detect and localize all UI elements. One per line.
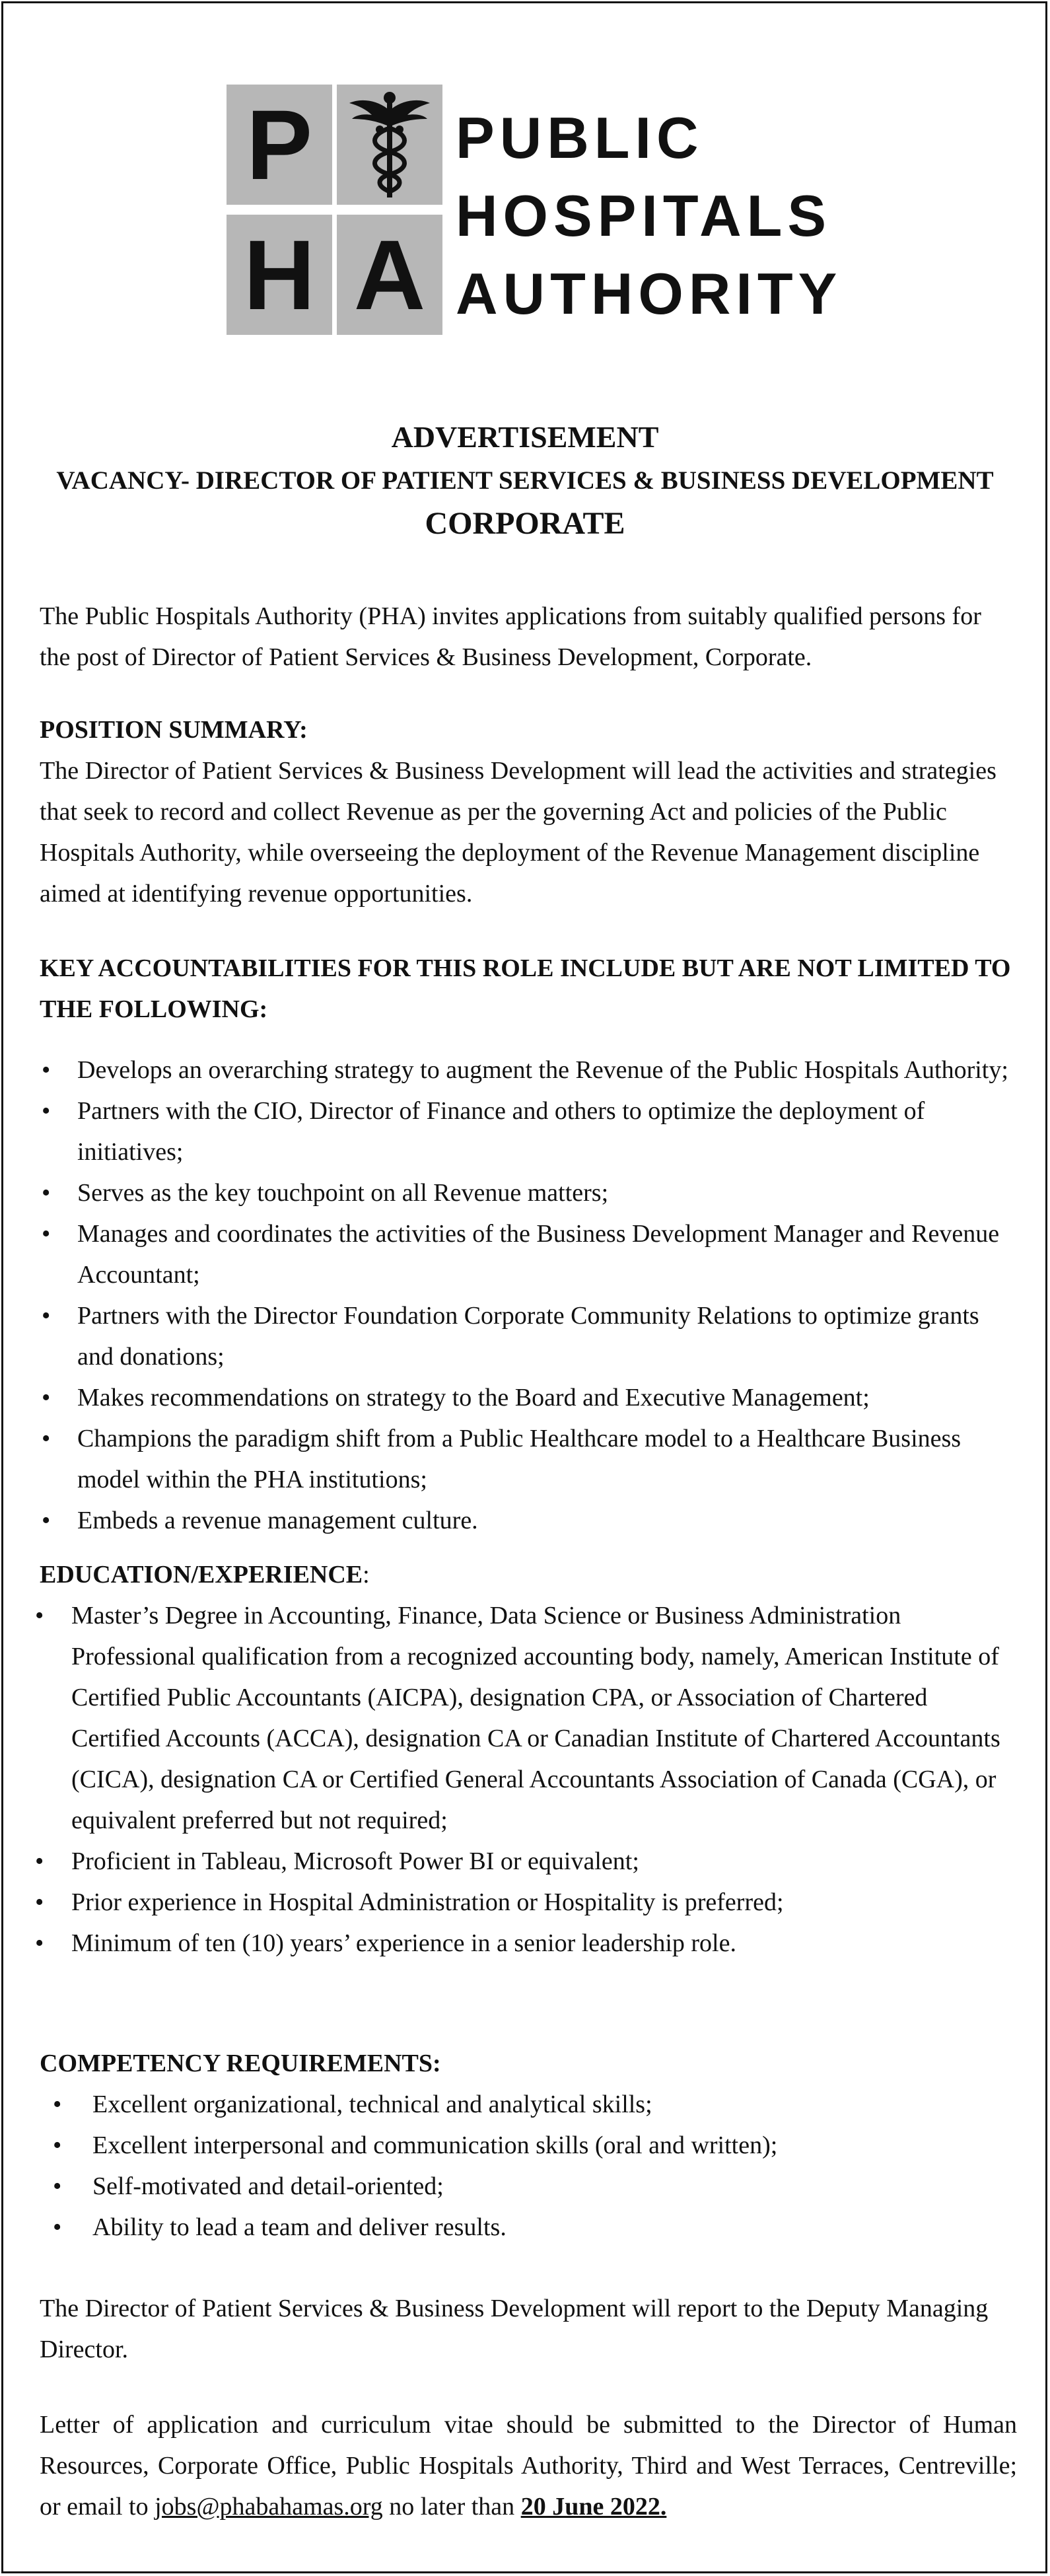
org-name-line-2: HOSPITALS — [456, 183, 832, 248]
department-title: CORPORATE — [425, 506, 625, 541]
logo-letter-p: P — [246, 89, 313, 200]
list-item: • Self-motivated and detail-oriented; — [40, 2166, 1017, 2207]
caduceus-icon — [347, 89, 433, 201]
email-link[interactable]: jobs@phabahamas.org — [155, 2493, 383, 2521]
list-item: • Prior experience in Hospital Administration or Hospitality is preferred; — [42, 1882, 1017, 1923]
application-instructions: Letter of application and curriculum vitae should be submitted to the Director of Human Resources, Corporate Office, Public Hospitals Authority, Third and West Terraces, Centreville; or email to — [40, 2411, 1017, 2521]
advertisement-title: ADVERTISEMENT — [391, 420, 659, 454]
logo-tile-p — [227, 85, 332, 205]
list-item: • Manages and coordinates the activities of the Business Development Manager and Revenue Accountant; — [40, 1213, 1017, 1295]
reporting-text: The Director of Patient Services & Business Development will report to the Deputy Managing Director. — [40, 2295, 989, 2363]
competency-heading: COMPETENCY REQUIREMENTS: — [40, 2050, 441, 2077]
logo-tile-a — [337, 215, 442, 335]
education-heading-colon: : — [363, 1561, 370, 1589]
key-accountabilities-heading: KEY ACCOUNTABILITIES FOR THIS ROLE INCLUDE BUT ARE NOT LIMITED TO THE FOLLOWING: — [40, 954, 1011, 1023]
org-name-line-3: AUTHORITY — [456, 261, 843, 326]
intro-paragraph — [40, 596, 1017, 678]
organization-name — [456, 99, 842, 333]
intro-text: The Public Hospitals Authority (PHA) invites applications from suitably qualified persons for the post of Director of Patient Services & Business Development, Corporate. — [40, 602, 981, 671]
position-summary-section — [40, 709, 1017, 914]
position-summary-text: The Director of Patient Services & Business Development will lead the activities and strategies that seek to record and collect Revenue as per the governing Act and policies of the Public Hospitals Authority, while overseeing the deployment of the Revenue Management discipline aimed at identifying revenue opportunities. — [40, 757, 997, 908]
pha-logo — [227, 85, 843, 343]
list-item: • Champions the paradigm shift from a Public Healthcare model to a Healthcare Business model within the PHA institutions; — [40, 1418, 1017, 1500]
competency-list — [40, 2084, 1017, 2248]
vacancy-title: VACANCY- DIRECTOR OF PATIENT SERVICES & BUSINESS DEVELOPMENT — [56, 466, 994, 495]
list-item: • Excellent interpersonal and communication skills (oral and written); — [40, 2125, 1017, 2166]
education-heading: EDUCATION/EXPERIENCE — [40, 1561, 363, 1589]
key-accountabilities-section — [40, 948, 1017, 1541]
list-item: • Excellent organizational, technical and analytical skills; — [40, 2084, 1017, 2125]
position-summary-heading: POSITION SUMMARY: — [40, 716, 308, 744]
list-item: • Develops an overarching strategy to augment the Revenue of the Public Hospitals Authority; — [40, 1050, 1017, 1091]
list-item: • Makes recommendations on strategy to the Board and Executive Management; — [40, 1377, 1017, 1418]
logo-tile-emblem — [337, 85, 442, 205]
list-item: • Serves as the key touchpoint on all Revenue matters; — [40, 1172, 1017, 1213]
list-item: • Partners with the Director Foundation Corporate Community Relations to optimize grants and donations; — [40, 1295, 1017, 1377]
competency-section — [40, 2043, 1017, 2248]
logo-letter-a: A — [353, 219, 426, 330]
list-item: • Master’s Degree in Accounting, Finance, Data Science or Business Administration Professional qualification from a recognized accounting body, namely, American Institute of Certified Public Accountants (AICPA), designation CPA, or Association of Chartered Certified Accounts (ACCA), designation CA or Canadian Institute of Chartered Accountants (CICA), designation CA or Certified General Accountants Association of Canada (CGA), or equivalent preferred but not required; — [42, 1595, 1017, 1841]
org-name-line-1: PUBLIC — [456, 105, 704, 170]
education-heading-line — [40, 1554, 1017, 1595]
list-item: • Partners with the CIO, Director of Finance and others to optimize the deployment of initiatives; — [40, 1091, 1017, 1172]
key-accountabilities-list — [40, 1050, 1017, 1541]
reporting-paragraph — [40, 2288, 1017, 2370]
list-item: • Ability to lead a team and deliver results. — [40, 2207, 1017, 2248]
application-paragraph — [40, 2404, 1017, 2527]
education-list — [42, 1595, 1017, 1964]
deadline-prefix: no later than — [382, 2493, 521, 2521]
list-item: • Minimum of ten (10) years’ experience in a senior leadership role. — [42, 1923, 1017, 1964]
logo-tile-h — [227, 215, 332, 335]
list-item: • Proficient in Tableau, Microsoft Power BI or equivalent; — [42, 1841, 1017, 1882]
logo-letter-h: H — [243, 219, 316, 330]
deadline-date: 20 June 2022. — [520, 2493, 667, 2521]
application-text — [40, 2404, 1017, 2527]
list-item: • Embeds a revenue management culture. — [40, 1500, 1017, 1541]
education-section — [40, 1554, 1017, 1964]
